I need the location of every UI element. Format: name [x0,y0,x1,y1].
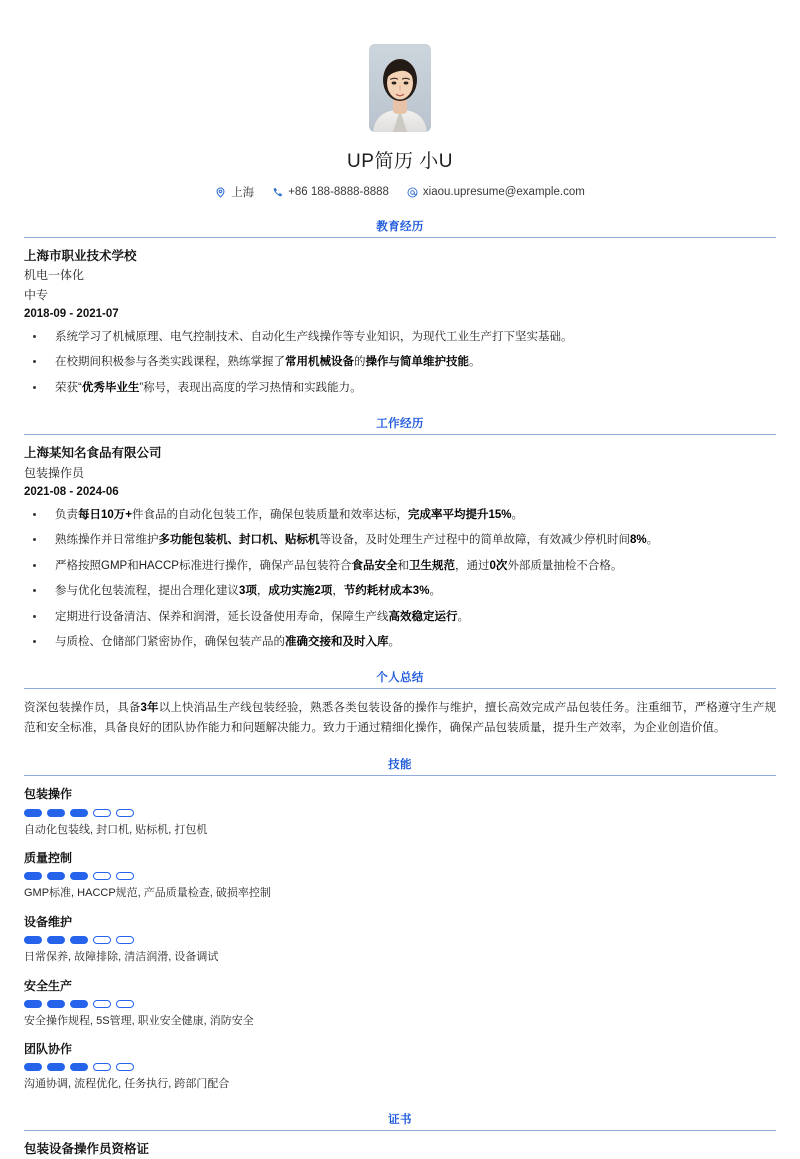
skill-tags: 自动化包装线, 封口机, 贴标机, 打包机 [24,823,208,836]
skill-level-pip [93,872,111,880]
portrait-photo-icon [369,44,431,132]
bullet-point: 熟练操作并日常维护多功能包装机、封口机、贴标机等设备，及时处理生产过程中的简单故障，有效减少停机时间8%。 [24,532,776,549]
skill-level-pip [116,809,134,817]
education-entry [24,247,776,397]
summary-text: 资深包装操作员，具备3年以上快消品生产线包装经验，熟悉各类包装设备的操作与维护，擅长高效完成产品包装任务。注重细节，严格遵守生产规范和安全标准，具备良好的团队协作能力和问题解决能力。致力于通过精细化操作，确保产品包装质量，提升生产效率，为企业创造价值。 [24,702,776,735]
contact-email-text: xiaou.upresume@example.com [422,186,585,198]
section-title-summary: 个人总结 [376,672,424,685]
skill-level-pip [24,872,42,880]
education-degree: 中专 [24,287,49,302]
skill-level-pip [24,1063,42,1071]
skill-level-pip [70,872,88,880]
skill-tags: 安全操作规程, 5S管理, 职业安全健康, 消防安全 [24,1014,254,1027]
skill-level-meter [24,809,776,817]
education-points [24,329,776,397]
work-company: 上海某知名食品有限公司 [24,446,162,461]
skill-item [24,913,776,966]
skill-level-meter [24,872,776,880]
skill-level-pip [70,936,88,944]
work-title: 包装操作员 [24,465,85,480]
skill-level-pip [93,1000,111,1008]
skill-level-pip [70,1063,88,1071]
skill-level-pip [24,936,42,944]
section-certificates [24,1111,776,1159]
skill-level-pip [116,936,134,944]
skill-name: 包装操作 [24,787,73,802]
section-title-education: 教育经历 [376,221,424,233]
bullet-point: 严格按照GMP和HACCP标准进行操作，确保产品包装符合食品安全和卫生规范，通过0次外部质量抽检不合格。 [24,558,776,575]
bullet-point: 参与优化包装流程，提出合理化建议3项，成功实施2项，节约耗材成本3%。 [24,583,776,600]
skill-level-pip [116,1063,134,1071]
skills-list [24,785,776,1092]
bullet-point: 与质检、仓储部门紧密协作，确保包装产品的准确交接和及时入库。 [24,634,776,651]
avatar-wrapper [24,44,776,132]
section-education [24,218,776,397]
section-title-certificates: 证书 [388,1113,412,1126]
skill-level-pip [70,1000,88,1008]
skill-level-pip [93,936,111,944]
skill-tags: 沟通协调, 流程优化, 任务执行, 跨部门配合 [24,1078,230,1091]
full-name: UP简历 小U [347,151,453,172]
location-pin-icon [215,187,226,198]
bullet-point: 定期进行设备清洁、保养和润滑，延长设备使用寿命，保障生产线高效稳定运行。 [24,609,776,626]
skill-level-pip [93,809,111,817]
skill-item [24,977,776,1030]
section-divider [24,775,776,776]
bullet-point: 在校期间积极参与各类实践课程，熟练掌握了常用机械设备的操作与简单维护技能。 [24,354,776,371]
skill-item [24,785,776,838]
contact-phone [272,186,389,198]
skill-level-pip [47,872,65,880]
skill-tags: 日常保养, 故障排除, 清洁润滑, 设备调试 [24,951,219,964]
section-divider [24,237,776,238]
skill-name: 质量控制 [24,851,73,866]
section-work-experience [24,415,776,651]
work-points [24,507,776,652]
bullet-point: 系统学习了机械原理、电气控制技术、自动化生产线操作等专业知识，为现代工业生产打下坚实基础。 [24,329,776,346]
section-skills [24,756,776,1092]
section-divider [24,1130,776,1131]
education-school: 上海市职业技术学校 [24,249,137,263]
bullet-point: 负责每日10万+件食品的自动化包装工作，确保包装质量和效率达标，完成率平均提升15%。 [24,507,776,524]
education-major: 机电一体化 [24,268,85,283]
skill-item [24,849,776,902]
skill-level-pip [24,1000,42,1008]
contact-phone-text: +86 188-8888-8888 [288,186,389,198]
skill-level-pip [93,1063,111,1071]
section-divider [24,688,776,689]
skill-tags: GMP标准, HACCP规范, 产品质量检查, 破损率控制 [24,887,271,900]
certificate-name: 包装设备操作员资格证 [24,1141,150,1156]
phone-icon [272,187,283,198]
contact-email [407,186,585,198]
skill-level-meter [24,936,776,944]
skill-level-pip [47,1063,65,1071]
avatar [369,44,431,132]
skill-name: 安全生产 [24,978,73,993]
section-title-skills: 技能 [388,759,412,772]
work-entry [24,444,776,651]
skill-level-meter [24,1063,776,1071]
education-dates: 2018-09 - 2021-07 [24,307,119,320]
bullet-point: 荣获“优秀毕业生”称号，表现出高度的学习热情和实践能力。 [24,380,776,397]
skill-level-pip [116,872,134,880]
section-personal-summary [24,669,776,738]
skill-level-pip [47,809,65,817]
skill-name: 设备维护 [24,914,73,929]
email-at-icon [407,187,418,198]
skill-level-pip [70,809,88,817]
contact-location-text: 上海 [231,187,255,199]
skill-level-pip [47,936,65,944]
skill-level-meter [24,1000,776,1008]
contact-location [215,184,254,200]
skill-item [24,1040,776,1093]
resume-header [24,0,776,200]
skill-level-pip [47,1000,65,1008]
contact-list [24,184,776,200]
skill-level-pip [24,809,42,817]
section-divider [24,434,776,435]
skill-name: 团队协作 [24,1042,73,1057]
skill-level-pip [116,1000,134,1008]
section-title-work: 工作经历 [376,418,424,431]
work-dates: 2021-08 - 2024-06 [24,485,119,498]
